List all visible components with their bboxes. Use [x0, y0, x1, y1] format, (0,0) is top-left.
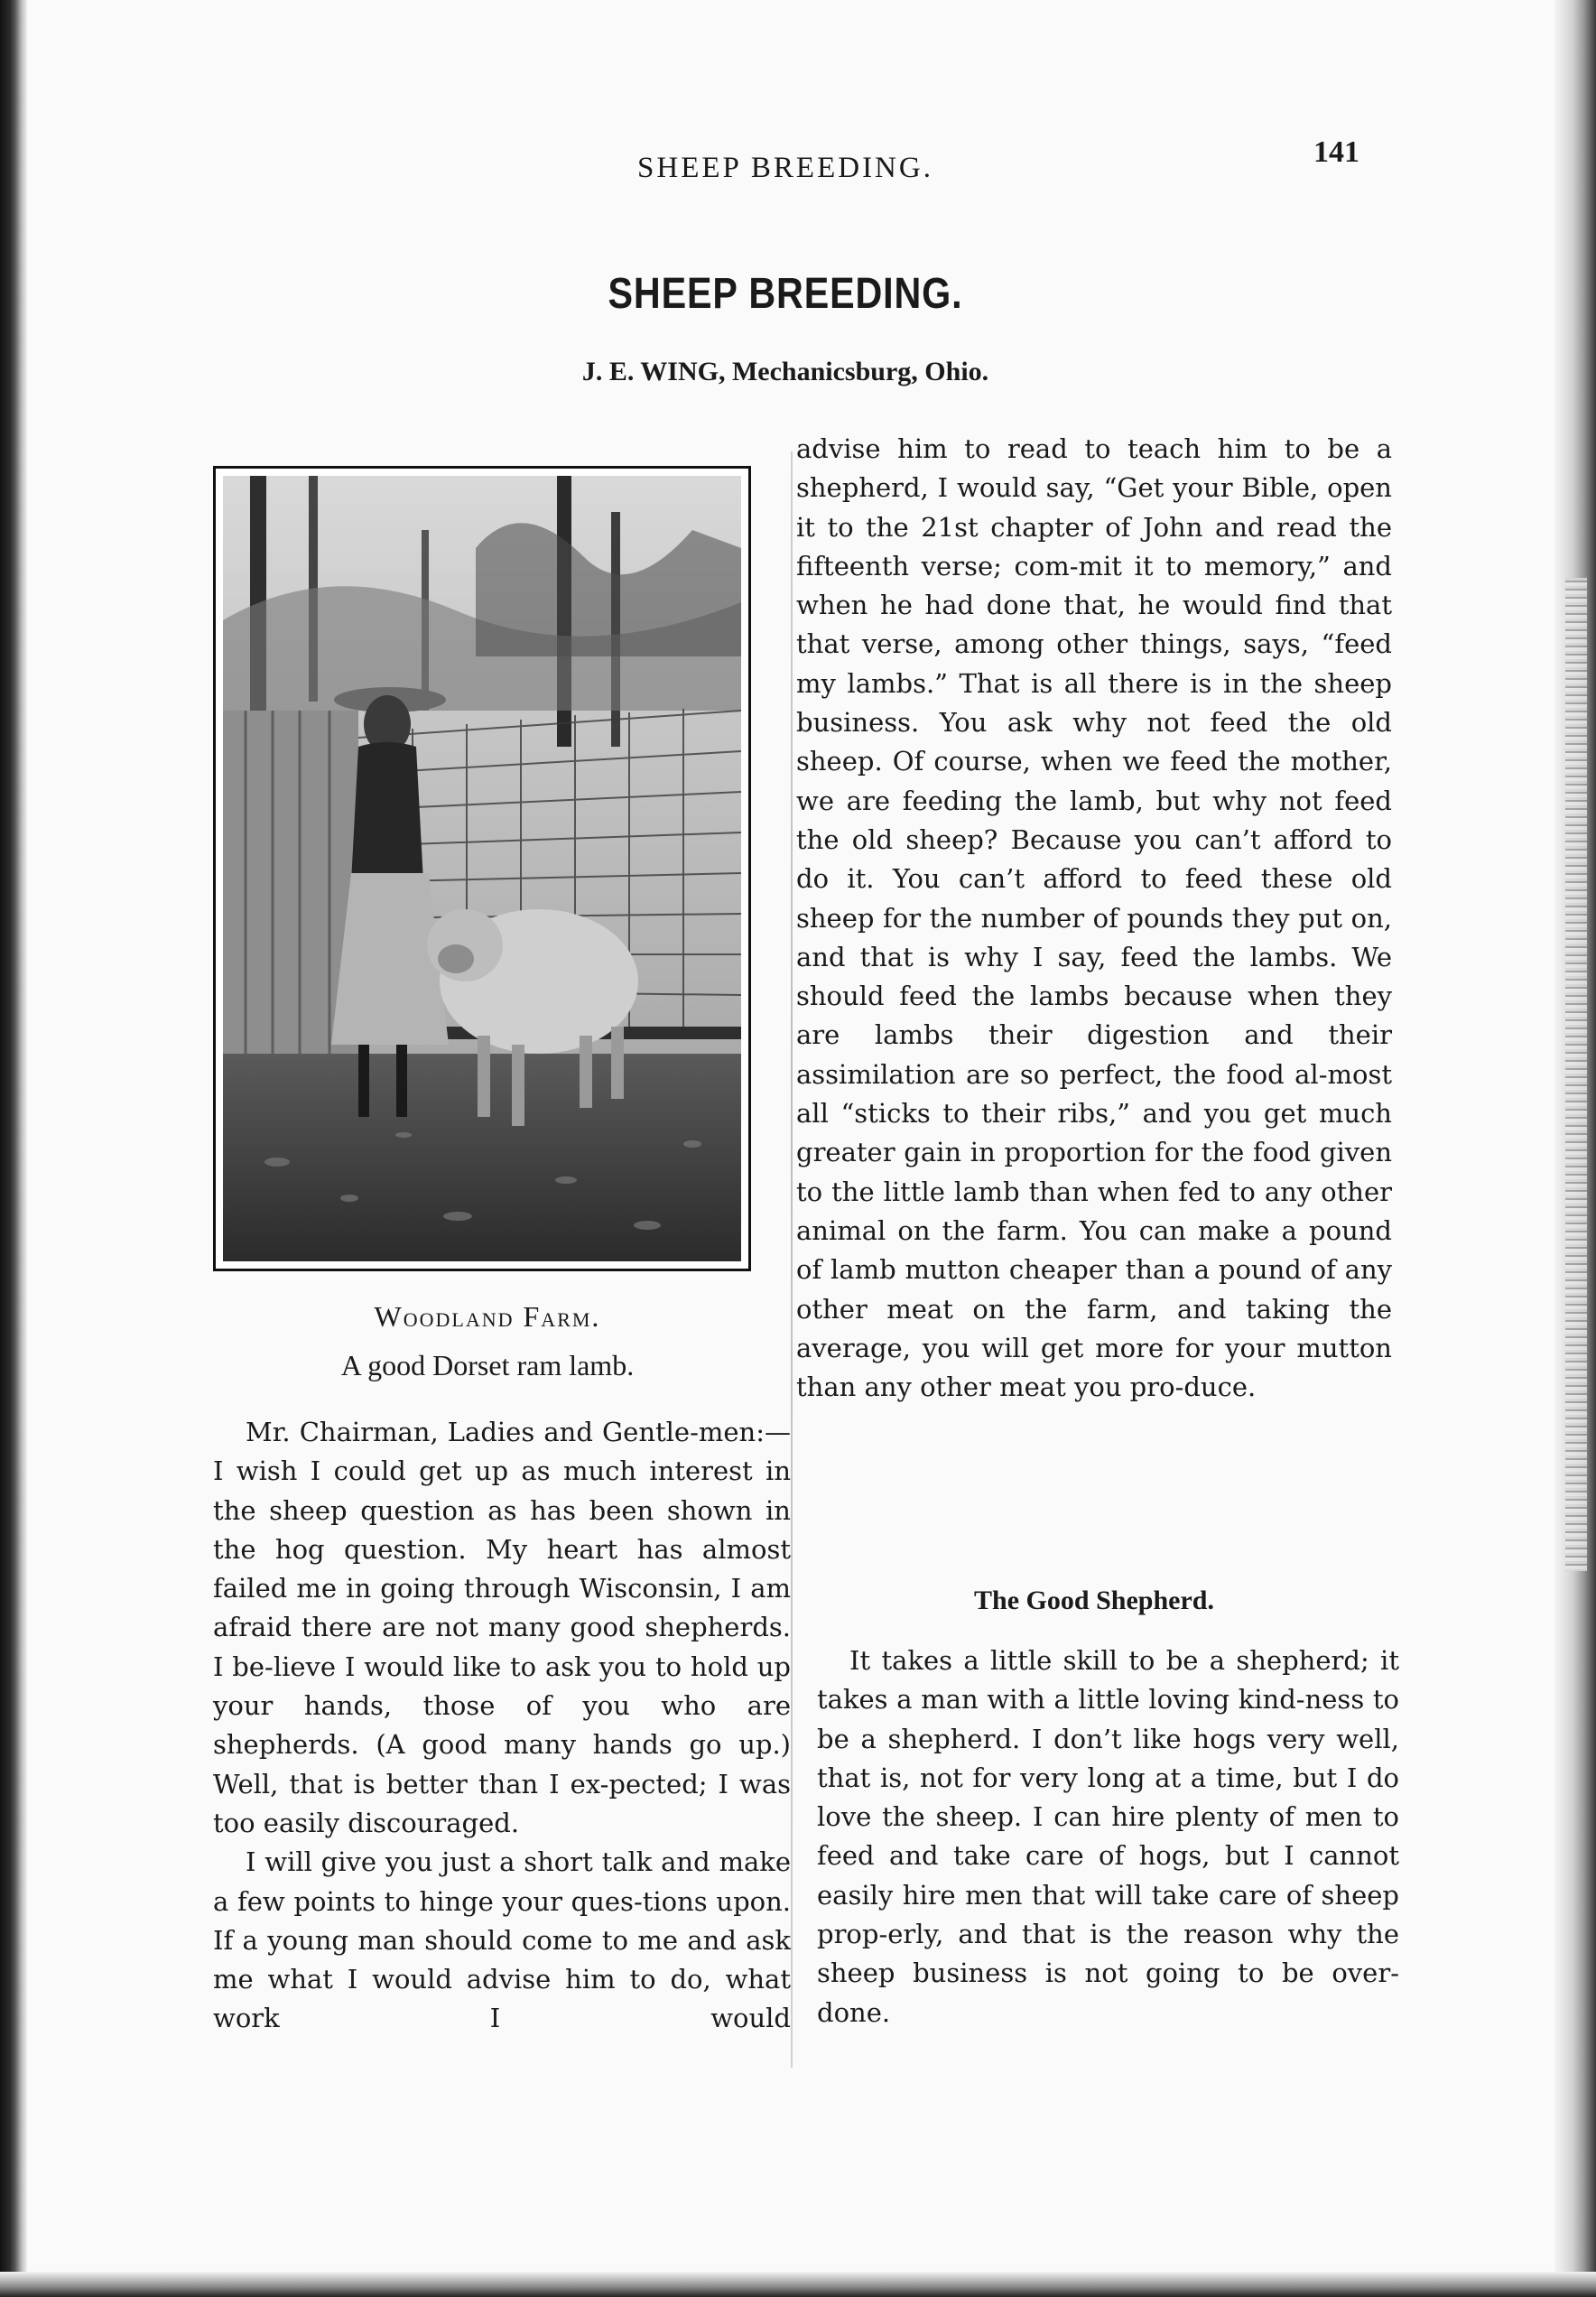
figure-photo: [213, 466, 751, 1271]
page-bottom-edge: [0, 2272, 1596, 2297]
book-binding-edge: [0, 0, 27, 2297]
paragraph-short-talk: I will give you just a short talk and make a few points to hinge your ques-tions upon. If a young man should come to me and ask me what I would advise him to do, what work I would: [213, 1846, 791, 2034]
article-byline: J. E. WING, Mechanicsburg, Ohio.: [581, 357, 989, 386]
figure-caption-place: Woodland Farm.: [374, 1300, 601, 1333]
running-head: SHEEP BREEDING.: [637, 152, 933, 184]
right-column: [796, 430, 1392, 1407]
column-rule: [791, 451, 793, 2068]
paragraph-good-shepherd: It takes a little skill to be a shepherd; it takes a man with a little loving kind-ness to be a shepherd. I don’t like hogs very well, that is, not for very long at a time, but I do love the sheep. I can hire plenty of men to feed and take care of hogs, but I cannot easily hire men that will take care of sheep prop-erly, and that is the reason why the sheep business is not going to be over-done.: [817, 1645, 1399, 2028]
page-stack-edge: [1565, 578, 1587, 1571]
paragraph-opening: Mr. Chairman, Ladies and Gentle-men:—I wish I could get up as much interest in the sheep question as has been shown in the hog question. My heart has almost failed me in going through Wisconsin, I am afraid there are not many good shepherds. I be-lieve I would like to ask you to hold up your hands, those of you who are shepherds. (A good many hands go up.) Well, that is better than I ex-pected; I was too easily discouraged.: [213, 1417, 791, 1838]
article-title: SHEEP BREEDING.: [608, 270, 963, 318]
figure-caption-description: A good Dorset ram lamb.: [340, 1349, 635, 1381]
left-column: [213, 1413, 791, 2039]
girl-with-lamb-photo-icon: [223, 476, 741, 1261]
paragraph-feed-my-lambs: advise him to read to teach him to be a shepherd, I would say, “Get your Bible, open it to the 21st chapter of John and read the fifteenth verse; com-mit it to memory,” and when he had done that, he would find that that verse, among other things, says, “feed my lambs.” That is all there is in the sheep business. You ask why not feed the old sheep. Of course, when we feed the mother, we are feeding the lamb, but why not feed the old sheep? Because you can’t afford to do it. You can’t afford to feed these old sheep for the number of pounds they put on, and that is why I say, feed the lambs. We should feed the lambs because when they are lambs their digestion and their assimilation are so perfect, the food al-most all “sticks to their ribs,” and you get much greater gain in proportion for the food given to the little lamb than when fed to any other animal on the farm. You can make a pound of lamb mutton cheaper than a pound of any other meat on the farm, and taking the average, you will get more for your mutton than any other meat you pro-duce.: [796, 433, 1392, 1403]
page-number: 141: [1313, 135, 1359, 169]
section-subheading: The Good Shepherd.: [974, 1586, 1214, 1615]
right-column-section: [817, 1641, 1399, 2032]
